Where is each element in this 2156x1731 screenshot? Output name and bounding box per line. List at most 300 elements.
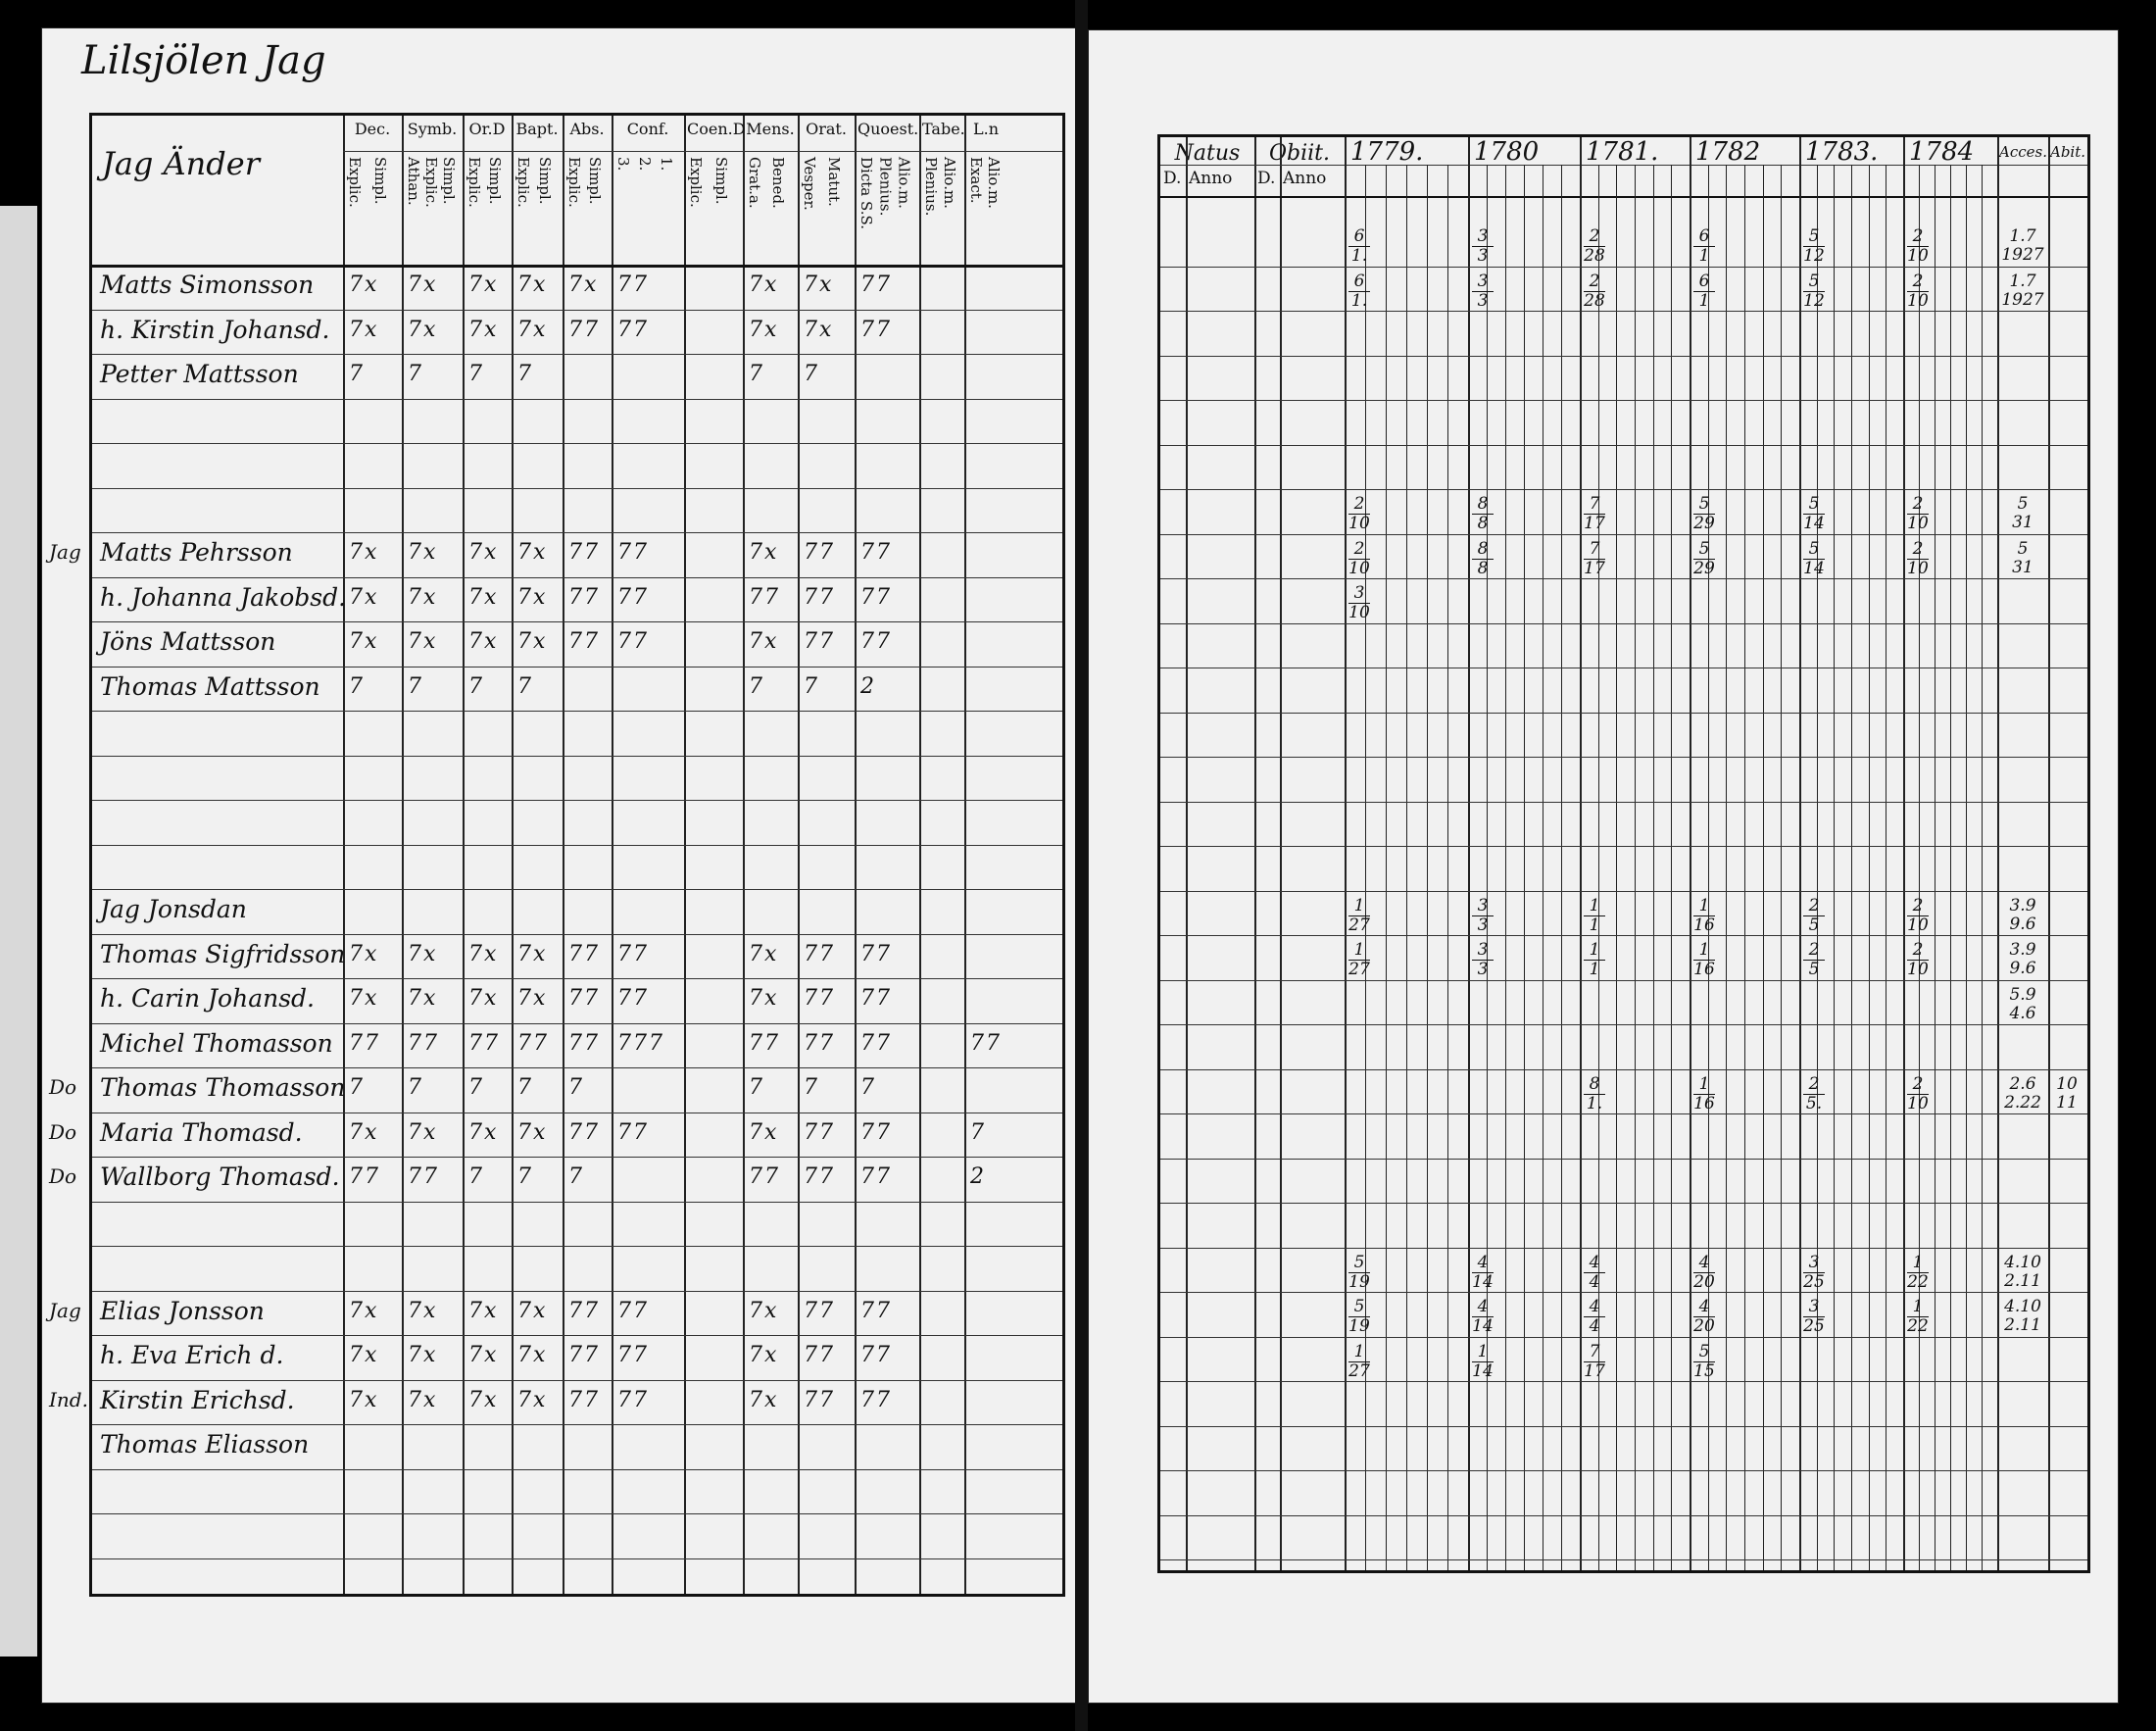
grade-mark: 7x	[749, 986, 779, 1011]
year-entry	[1693, 1298, 1715, 1336]
grade-mark: 7	[517, 1075, 533, 1100]
grade-mark: 7x	[517, 1343, 548, 1367]
accessit-entry	[2001, 495, 2044, 532]
grade-mark: 77	[860, 986, 892, 1011]
entry-top: 2	[1912, 494, 1924, 514]
column-subheader: Simpl.	[586, 157, 604, 205]
grade-mark: 77	[617, 272, 649, 297]
year-entry	[1584, 540, 1605, 578]
header-divider	[92, 265, 1062, 268]
grade-mark: 77	[617, 941, 649, 966]
scan-edge-strip	[0, 206, 37, 1657]
entry-top: 5	[1698, 494, 1710, 514]
row-divider	[1160, 623, 2087, 624]
column-subheader: Grat.a.	[746, 157, 763, 209]
year-subheader: Anno	[1189, 169, 1233, 188]
row-divider	[1160, 802, 2087, 803]
member-name: Thomas Sigfridsson	[100, 939, 346, 968]
grade-mark: 77	[804, 1298, 835, 1323]
member-name: Jöns Mattsson	[100, 627, 276, 656]
year-entry	[1803, 897, 1825, 935]
year-header: 1783.	[1805, 137, 1879, 167]
grade-mark: 77	[860, 941, 892, 966]
entry-bottom: 9.6	[2009, 959, 2036, 978]
column-header-quoest: Quoest.	[858, 120, 919, 138]
year-divider	[1903, 137, 1905, 1570]
grade-mark: 77	[860, 1030, 892, 1056]
grade-mark: 77	[860, 1387, 892, 1412]
year-entry	[1907, 1298, 1929, 1336]
year-subheader: Anno	[1283, 169, 1327, 188]
grade-mark: 7x	[749, 1343, 779, 1367]
grade-mark: 777	[617, 1030, 664, 1056]
year-header: 1779.	[1350, 137, 1424, 167]
column-subheader: Simpl.	[712, 157, 730, 205]
grade-mark: 7x	[468, 1387, 499, 1412]
year-divider	[1799, 137, 1801, 1570]
grade-mark: 7x	[408, 1298, 438, 1323]
row-divider	[92, 577, 1062, 578]
member-name: Elias Jonsson	[100, 1296, 265, 1325]
entry-top: 1	[1698, 1073, 1710, 1094]
year-entry	[1348, 1298, 1370, 1336]
year-entry	[1693, 540, 1715, 578]
entry-bottom: 25	[1803, 1271, 1825, 1292]
row-divider	[1160, 311, 2087, 312]
grade-mark: 7	[568, 1164, 584, 1189]
margin-note: Ind.	[49, 1387, 88, 1411]
grade-mark: 77	[860, 1164, 892, 1189]
entry-top: 3	[1477, 226, 1489, 246]
member-name: Thomas Mattsson	[100, 671, 320, 701]
grade-mark: 77	[749, 1030, 780, 1056]
column-header-coend: Coen.D	[687, 120, 746, 138]
entry-bottom: 14	[1803, 558, 1825, 578]
grade-mark: 7x	[568, 272, 599, 297]
column-header-tabe: Tabe.	[922, 120, 965, 138]
entry-top: 4	[1589, 1252, 1600, 1272]
entry-bottom: 2.11	[2004, 1315, 2041, 1335]
column-subheader: 2.	[636, 157, 654, 172]
entry-top: 5.9	[2009, 984, 2036, 1005]
year-entry	[1472, 495, 1494, 533]
year-entry	[1472, 1298, 1494, 1336]
grade-mark: 77	[804, 1119, 835, 1145]
entry-bottom: 17	[1584, 514, 1605, 533]
accessit-entry	[2001, 272, 2044, 310]
header-subdivider	[343, 151, 1062, 152]
entry-top: 2	[1353, 538, 1365, 559]
entry-top: 7	[1589, 538, 1600, 559]
row-divider	[1160, 846, 2087, 847]
accessit-entry	[2001, 227, 2044, 265]
row-divider	[1160, 1426, 2087, 1427]
year-entry	[1803, 227, 1825, 266]
grade-mark: 77	[804, 540, 835, 565]
entry-bottom: 20	[1693, 1271, 1715, 1292]
grade-mark: 7x	[749, 1119, 779, 1145]
entry-top: 4	[1477, 1252, 1489, 1272]
member-name: Wallborg Thomasd.	[100, 1162, 340, 1191]
entry-top: 4	[1698, 1297, 1710, 1316]
entry-top: 1	[1353, 895, 1365, 915]
register-table	[1157, 134, 2090, 1573]
subcolumn-divider	[1781, 165, 1782, 1570]
year-entry	[1693, 1254, 1715, 1292]
entry-top: 5	[1353, 1252, 1365, 1272]
grade-mark: 77	[617, 1387, 649, 1412]
grade-mark: 77	[804, 941, 835, 966]
column-subheader: Explic.	[466, 157, 483, 208]
column-subheader: Athan.	[405, 157, 422, 206]
entry-bottom: 2.11	[2004, 1270, 2041, 1291]
grade-mark: 77	[860, 629, 892, 654]
entry-top: 5	[2017, 494, 2029, 514]
grade-mark: 77	[860, 1119, 892, 1145]
column-header-mens: Mens.	[746, 120, 795, 138]
entry-bottom: 1.	[1584, 1094, 1605, 1113]
column-divider	[343, 116, 345, 1594]
entry-top: 5	[1698, 538, 1710, 559]
row-divider	[92, 1558, 1062, 1559]
entry-bottom: 28	[1584, 290, 1605, 311]
day-subheader: D.	[1163, 169, 1182, 188]
column-subheader: Alio.m.	[985, 157, 1003, 209]
row-divider	[92, 1157, 1062, 1158]
column-divider	[563, 116, 564, 1594]
entry-bottom: 14	[1472, 1360, 1494, 1381]
entry-bottom: 10	[1907, 514, 1929, 533]
member-name: Matts Pehrsson	[100, 538, 293, 567]
grade-mark: 77	[804, 584, 835, 610]
year-entry	[1693, 1075, 1715, 1113]
grade-mark: 2	[860, 673, 876, 699]
column-header-bapt: Bapt.	[515, 120, 559, 138]
grade-mark: 7x	[468, 1119, 499, 1145]
year-divider	[1580, 137, 1582, 1570]
grade-mark: 7x	[804, 272, 834, 297]
row-divider	[92, 532, 1062, 533]
entry-bottom: 17	[1584, 558, 1605, 578]
column-header-dec: Dec.	[354, 120, 391, 138]
grade-mark: 77	[517, 1030, 549, 1056]
member-name: Maria Thomasd.	[100, 1117, 303, 1147]
grade-mark: 7x	[408, 629, 438, 654]
entry-bottom: 19	[1348, 1271, 1370, 1292]
entry-top: 3	[1477, 271, 1489, 291]
row-divider	[92, 1023, 1062, 1024]
entry-top: 1	[1912, 1252, 1924, 1272]
year-entry	[1348, 1254, 1370, 1292]
entry-top: 5	[1353, 1297, 1365, 1316]
grade-mark: 7x	[349, 1343, 379, 1367]
column-subheader: Alio.m.	[941, 157, 958, 209]
grade-mark: 7	[517, 362, 533, 386]
year-entry	[1907, 1075, 1929, 1113]
entry-top: 7	[1589, 1341, 1600, 1361]
grade-mark: 7	[349, 673, 365, 699]
entry-top: 3.9	[2009, 940, 2036, 960]
member-name: h. Carin Johansd.	[100, 984, 315, 1013]
year-entry	[1803, 1254, 1825, 1292]
grade-mark: 7x	[468, 540, 499, 565]
entry-bottom: 1.	[1348, 291, 1370, 311]
grade-mark: 7x	[349, 1119, 379, 1145]
row-divider	[92, 354, 1062, 355]
subcolumn-divider	[1982, 165, 1983, 1570]
entry-bottom: 22	[1907, 1271, 1929, 1292]
entry-top: 2	[1353, 494, 1365, 514]
grade-mark: 7x	[749, 1387, 779, 1412]
row-divider	[92, 1246, 1062, 1247]
grade-mark: 77	[804, 1387, 835, 1412]
column-divider	[1997, 137, 1999, 1570]
column-divider	[1280, 137, 1282, 1570]
entry-top: 1	[1589, 940, 1600, 960]
row-divider	[92, 310, 1062, 311]
entry-bottom: 10	[1348, 603, 1370, 622]
entry-bottom: 11	[2056, 1092, 2078, 1113]
year-entry	[1584, 897, 1605, 935]
grade-mark: 7x	[468, 629, 499, 654]
year-entry	[1348, 272, 1370, 311]
grade-mark: 7x	[517, 629, 548, 654]
margin-note: Jag	[49, 540, 81, 564]
accessit-entry	[2001, 1298, 2044, 1335]
entry-bottom: 1	[1693, 291, 1715, 311]
entry-top: 6	[1698, 271, 1710, 291]
entry-bottom: 20	[1693, 1316, 1715, 1336]
column-subheader: Explic.	[514, 157, 532, 208]
grade-mark: 77	[568, 1343, 600, 1367]
entry-top: 5	[1698, 1341, 1710, 1361]
right-page	[1088, 29, 2119, 1704]
entry-bottom: 3	[1472, 915, 1494, 935]
grade-mark: 77	[860, 1298, 892, 1323]
grade-mark: 77	[568, 584, 600, 610]
subcolumn-divider	[1505, 165, 1506, 1570]
grade-mark: 77	[568, 540, 600, 565]
row-divider	[1160, 1159, 2087, 1160]
row-divider	[92, 756, 1062, 757]
entry-bottom: 31	[2012, 513, 2034, 532]
entry-top: 8	[1589, 1073, 1600, 1094]
year-entry	[1803, 1075, 1825, 1113]
column-header-orat: Orat.	[806, 120, 847, 138]
subcolumn-divider	[1919, 165, 1920, 1570]
entry-top: 2.6	[2009, 1073, 2036, 1094]
entry-top: 6	[1353, 271, 1365, 291]
grade-mark: 7	[860, 1075, 876, 1100]
grade-mark: 7x	[408, 1119, 438, 1145]
grade-mark: 7x	[349, 540, 379, 565]
subcolumn-divider	[1386, 165, 1387, 1570]
entry-bottom: 4	[1584, 1316, 1605, 1336]
grade-mark: 7	[468, 1164, 484, 1189]
row-divider	[1160, 1024, 2087, 1025]
grade-mark: 7x	[517, 540, 548, 565]
column-divider	[919, 116, 921, 1594]
year-entry	[1693, 227, 1715, 266]
subcolumn-divider	[1616, 165, 1617, 1570]
row-divider	[1160, 935, 2087, 936]
row-divider	[1160, 356, 2087, 357]
grade-mark: 77	[860, 1343, 892, 1367]
entry-bottom: 14	[1472, 1316, 1494, 1336]
row-divider	[92, 978, 1062, 979]
accessit-entry	[2001, 897, 2044, 934]
row-divider	[92, 1202, 1062, 1203]
column-divider	[798, 116, 800, 1594]
year-entry	[1348, 227, 1370, 266]
year-entry	[1348, 584, 1370, 622]
entry-top: 3	[1353, 583, 1365, 603]
grade-mark: 2	[970, 1164, 986, 1189]
year-entry	[1584, 272, 1605, 311]
entry-top: 3	[1477, 940, 1489, 960]
entry-top: 4.10	[2004, 1252, 2041, 1272]
grade-mark: 7x	[517, 1298, 548, 1323]
grade-mark: 7x	[749, 272, 779, 297]
subcolumn-divider	[1653, 165, 1654, 1570]
column-subheader: Explic.	[687, 157, 705, 208]
column-subheader: Vesper.	[801, 157, 818, 211]
column-header-ln: L.n	[972, 120, 999, 138]
subcolumn-divider	[1726, 165, 1727, 1570]
grade-mark: 7x	[408, 272, 438, 297]
year-entry	[1472, 1343, 1494, 1381]
margin-note: Do	[49, 1119, 77, 1144]
column-divider	[512, 116, 514, 1594]
grade-mark: 7x	[349, 317, 379, 342]
grade-mark: 77	[617, 540, 649, 565]
header-divider	[1160, 196, 2087, 198]
column-subheader: 3.	[614, 157, 632, 172]
entry-top: 2	[1589, 226, 1600, 246]
entry-bottom: 28	[1584, 246, 1605, 266]
entry-top: 3.9	[2009, 895, 2036, 915]
entry-bottom: 1927	[2001, 289, 2044, 310]
entry-bottom: 4.6	[2009, 1003, 2036, 1023]
entry-top: 2	[1912, 538, 1924, 559]
row-divider	[92, 934, 1062, 935]
member-name: Thomas Thomasson	[100, 1073, 346, 1102]
grade-mark: 77	[749, 584, 780, 610]
subcolumn-divider	[1561, 165, 1562, 1570]
column-divider	[1186, 137, 1188, 1570]
subcolumn-divider	[1869, 165, 1870, 1570]
year-entry	[1584, 1075, 1605, 1113]
accessit-entry	[2001, 1075, 2044, 1113]
entry-top: 2	[1808, 940, 1820, 960]
grade-mark: 7x	[408, 317, 438, 342]
member-name: Thomas Eliasson	[100, 1430, 310, 1459]
grade-mark: 7	[468, 1075, 484, 1100]
grade-mark: 7x	[517, 317, 548, 342]
accessit-entry	[2001, 540, 2044, 577]
grade-mark: 7	[804, 362, 819, 386]
row-divider	[1160, 445, 2087, 446]
subcolumn-divider	[1763, 165, 1764, 1570]
column-divider	[612, 116, 613, 1594]
year-entry	[1584, 1343, 1605, 1381]
row-divider	[92, 443, 1062, 444]
entry-top: 4	[1589, 1297, 1600, 1316]
year-entry	[1348, 941, 1370, 979]
entry-top: 2	[1912, 271, 1924, 291]
year-entry	[1472, 540, 1494, 578]
column-subheader: Explic.	[565, 157, 583, 208]
entry-top: 3	[1808, 1252, 1820, 1272]
entry-bottom: 27	[1348, 960, 1370, 979]
first-column-header: Jag Änder	[102, 145, 260, 182]
member-name: Matts Simonsson	[100, 271, 315, 299]
left-page	[41, 27, 1077, 1704]
entry-top: 1	[1698, 940, 1710, 960]
accessit-entry	[2001, 986, 2044, 1023]
accessit-entry	[2001, 1254, 2044, 1291]
entry-bottom: 10	[1907, 1093, 1929, 1113]
entry-bottom: 16	[1693, 915, 1715, 935]
entry-bottom: 27	[1348, 915, 1370, 935]
column-divider	[1254, 137, 1256, 1570]
grade-mark: 7x	[468, 1298, 499, 1323]
grade-mark: 77	[349, 1030, 380, 1056]
year-entry	[1693, 897, 1715, 935]
grade-mark: 7x	[349, 584, 379, 610]
grade-mark: 7x	[408, 986, 438, 1011]
entry-bottom: 25	[1803, 1316, 1825, 1336]
member-name: h. Kirstin Johansd.	[100, 315, 330, 344]
entry-top: 1	[1477, 1341, 1489, 1361]
entry-bottom: 10	[1907, 960, 1929, 979]
grade-mark: 77	[617, 1343, 649, 1367]
entry-bottom: 5.	[1803, 1094, 1825, 1113]
grade-mark: 77	[568, 1119, 600, 1145]
subcolumn-divider	[1406, 165, 1407, 1570]
grade-mark: 77	[617, 1119, 649, 1145]
grade-mark: 77	[860, 272, 892, 297]
entry-bottom: 14	[1803, 514, 1825, 533]
entry-top: 6	[1353, 226, 1365, 246]
entry-top: 2	[1912, 895, 1924, 915]
grade-mark: 77	[617, 584, 649, 610]
row-divider	[1160, 489, 2087, 490]
column-subheader: Dicta S.S.	[858, 157, 875, 229]
column-subheader: Explic.	[422, 157, 440, 208]
row-divider	[92, 399, 1062, 400]
year-entry	[1472, 897, 1494, 935]
row-divider	[1160, 757, 2087, 758]
margin-note: Jag	[49, 1298, 81, 1322]
accessit-entry	[2001, 941, 2044, 978]
year-entry	[1907, 897, 1929, 935]
entry-bottom: 1.	[1348, 246, 1370, 266]
year-divider	[1690, 137, 1691, 1570]
grade-mark: 7x	[517, 1387, 548, 1412]
year-entry	[1584, 1254, 1605, 1292]
grade-mark: 7x	[408, 1387, 438, 1412]
row-divider	[92, 621, 1062, 622]
column-subheader: Simpl.	[536, 157, 554, 205]
year-header: 1784	[1909, 137, 1975, 167]
grade-mark: 77	[568, 1298, 600, 1323]
entry-bottom: 1	[1693, 246, 1715, 266]
row-divider	[1160, 1337, 2087, 1338]
grade-mark: 7x	[468, 986, 499, 1011]
column-divider	[402, 116, 404, 1594]
column-subheader: Exact.	[967, 157, 985, 204]
